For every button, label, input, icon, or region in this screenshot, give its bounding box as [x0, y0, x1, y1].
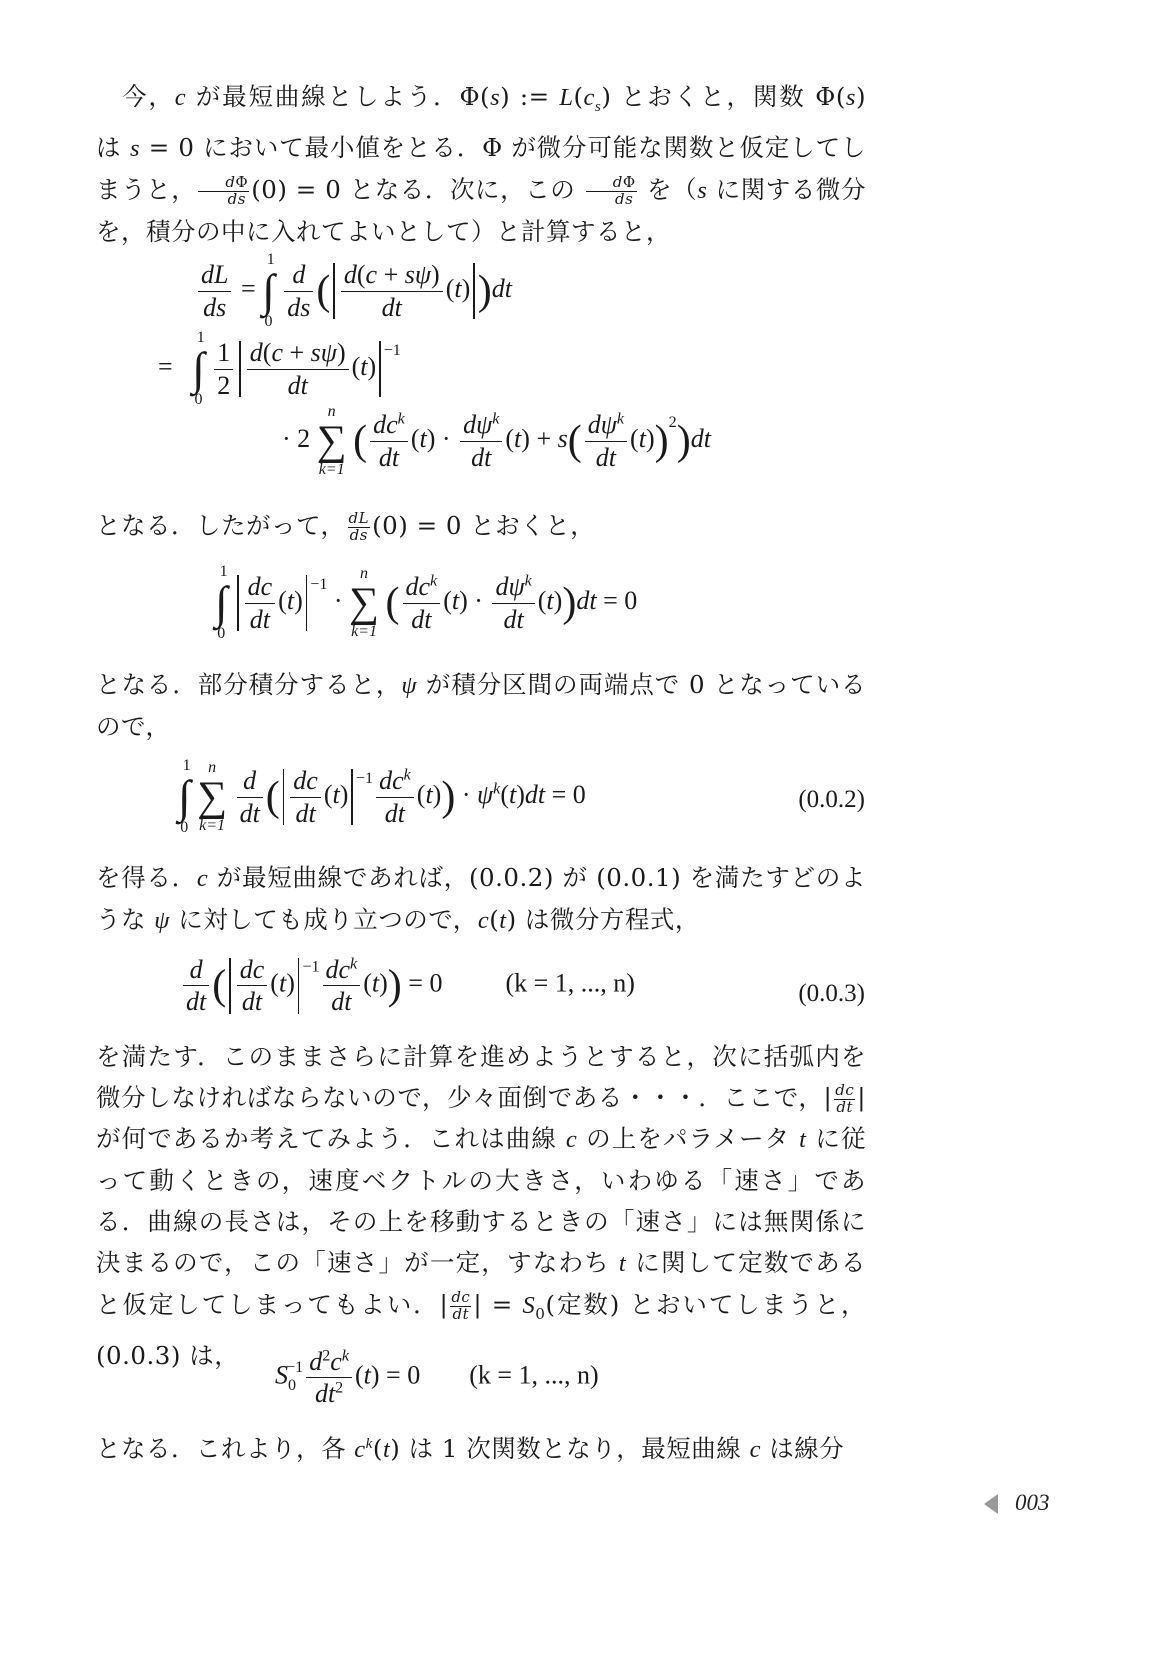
equation-dL-ds: $\frac{dL}{ds}$ = 1 ∫ 0 $\frac{d}{ds}$ ( $\frac{d(c + s\psi)}{dt}$ (t) )dt	[195, 252, 512, 330]
paragraph-1: 今，c が最短曲線としよう．Φ(s) := $L(c_s)$ とおくと，関数 Φ(s) は s = 0 において最小値をとる．Φ が微分可能な関数と仮定してしまうと， $\frac{d\Phi}{ds}$ (0) = 0 となる．次に，この $\frac{d\Phi}{ds}$ を（s に関する微分を，積分の中に入れてよいとして）と計算すると，	[96, 82, 867, 246]
paragraph-4: を得る．c が最短曲線であれば，(0.0.2) が (0.0.1) を満たすどのような ψ に対しても成り立つので，c(t) は微分方程式，	[96, 863, 866, 934]
equation-number-3: (0.0.3)	[798, 980, 865, 1007]
equation-0-0-2: 1 ∫ 0 n ∑ k=1 $\frac{d}{dt}$ ( $\frac{dc}{dt}$ $(t)^{-1}$ $\frac{dc^k}{dt}$ $(t)) \cdot \psi^k(t)dt = 0$	[178, 757, 586, 836]
paragraph-6: となる．これより，各 $c^k(t)$ は 1 次関数となり，最短曲線 c は線分	[96, 1434, 845, 1464]
equation-range-2: (k = 1, ..., n)	[469, 1360, 599, 1390]
equation-range-1: (k = 1, ..., n)	[505, 968, 635, 998]
page-number	[985, 1490, 1050, 1516]
paragraph-5: を満たす．このままさらに計算を進めようとすると，次に括弧内を微分しなければならないので，少々面倒である・・・．ここで，| $\frac{dc}{dt}$ | が何であるか考えてみよう．これは曲線 c の上をパラメータ t に従って動くときの，速度ベクトルの大きさ，いわゆる「速さ」である．曲線の長さは，その上を移動するときの「速さ」には無関係に決まるので，この「速さ」が一定，すなわち t に関して定数であると仮定してしまってもよい．| $\frac{dc}{dt}$ | = $S_0$(定数) とおいてしまうと，(0.0.3) は，	[96, 1042, 866, 1370]
paragraph-2: となる．したがって， $\frac{dL}{ds}$ (0) = 0 とおくと，	[96, 509, 596, 544]
equation-0-0-3: $\frac{d}{dt}$ ( $\frac{dc}{dt}$ $(t)^{-1}$ $\frac{dc^k}{dt}$ (t)) = 0 (k = 1, ..., n)	[180, 954, 635, 1017]
equation-line-2: = 1 ∫ 0 $\frac{1}{2}$ $\frac{d(c + s\psi)}{dt}$ $(t)^{-1}$	[158, 329, 401, 408]
equation-first-variation: 1 ∫ 0 $\frac{dc}{dt}$ $(t)^{-1}$ · n ∑ k=1 ( $\frac{dc^k}{dt}$ (t) · $\frac{d\psi^k}{dt}$ (t))dt = 0	[215, 563, 638, 642]
equation-number-2: (0.0.2)	[798, 786, 865, 813]
equation-second-derivative: $S_0^{-1}$ $\frac{d^2c^k}{dt^2}$ (t) = 0 (k = 1, ..., n)	[275, 1347, 599, 1409]
page-number-text: 003	[1015, 1490, 1050, 1515]
equation-line-3: · 2 n ∑ k=1 ( $\frac{dc^k}{dt}$ (t) · $\frac{d\psi^k}{dt}$ (t) + s( $\frac{d\psi^k}{dt}$ (t))$^2$)dt	[282, 403, 711, 478]
paragraph-3: となる．部分積分すると，ψ が積分区間の両端点で 0 となっているので，	[96, 670, 867, 741]
